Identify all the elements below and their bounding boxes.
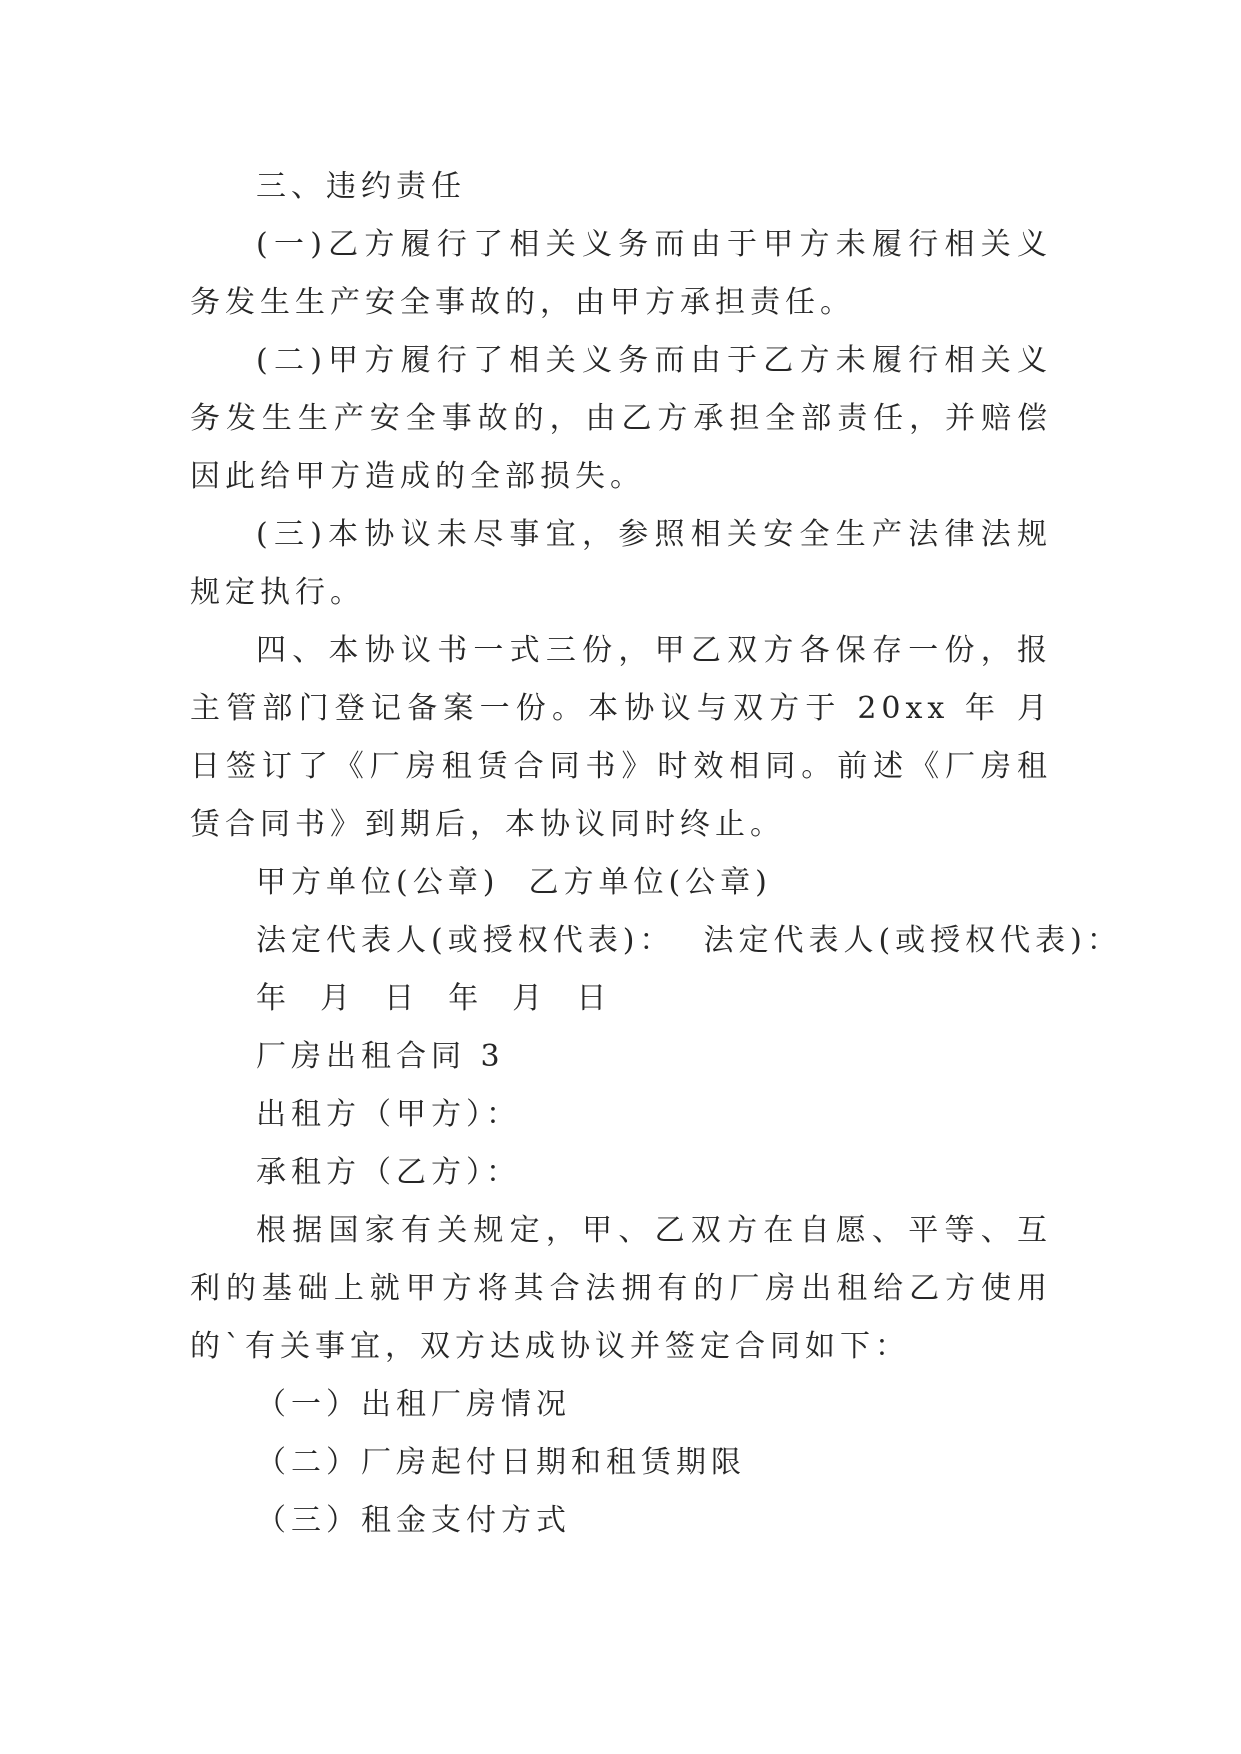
signature-units-line: 甲方单位(公章) 乙方单位(公章) [256, 865, 772, 900]
document-body [190, 158, 1122, 1550]
date-line: 年 月 日 年 月 日 [256, 981, 612, 1016]
section-four-paragraph: 四、本协议书一式三份，甲乙双方各保存一份，报主管部门登记备案一份。本协议与双方于 20xx 年 月 日签订了《厂房租赁合同书》时效相同。前述《厂房租赁合同书》到期后，本协议同时终止。 [190, 633, 1052, 842]
legal-representative-line: 法定代表人(或授权代表)： 法定代表人(或授权代表)： [256, 923, 1122, 958]
lessor-line: 出租方（甲方）： [256, 1097, 521, 1132]
clause-2: (二)甲方履行了相关义务而由于乙方未履行相关义务发生生产安全事故的，由乙方承担全部责任，并赔偿因此给甲方造成的全部损失。 [190, 343, 1052, 494]
item-1-factory-info: （一）出租厂房情况 [256, 1387, 571, 1422]
clause-3: (三)本协议未尽事宜，参照相关安全生产法律法规规定执行。 [190, 517, 1052, 610]
lessee-line: 承租方（乙方）： [256, 1155, 521, 1190]
preamble-paragraph: 根据国家有关规定，甲、乙双方在自愿、平等、互利的基础上就甲方将其合法拥有的厂房出租给乙方使用的`有关事宜，双方达成协议并签定合同如下： [190, 1213, 1052, 1364]
item-2-lease-term: （二）厂房起付日期和租赁期限 [256, 1445, 746, 1480]
clause-1: (一)乙方履行了相关义务而由于甲方未履行相关义务发生生产安全事故的，由甲方承担责任。 [190, 227, 1052, 320]
contract-title: 厂房出租合同 3 [256, 1039, 505, 1074]
item-3-payment-method: （三）租金支付方式 [256, 1503, 571, 1538]
section-heading-breach-liability: 三、违约责任 [256, 169, 466, 204]
